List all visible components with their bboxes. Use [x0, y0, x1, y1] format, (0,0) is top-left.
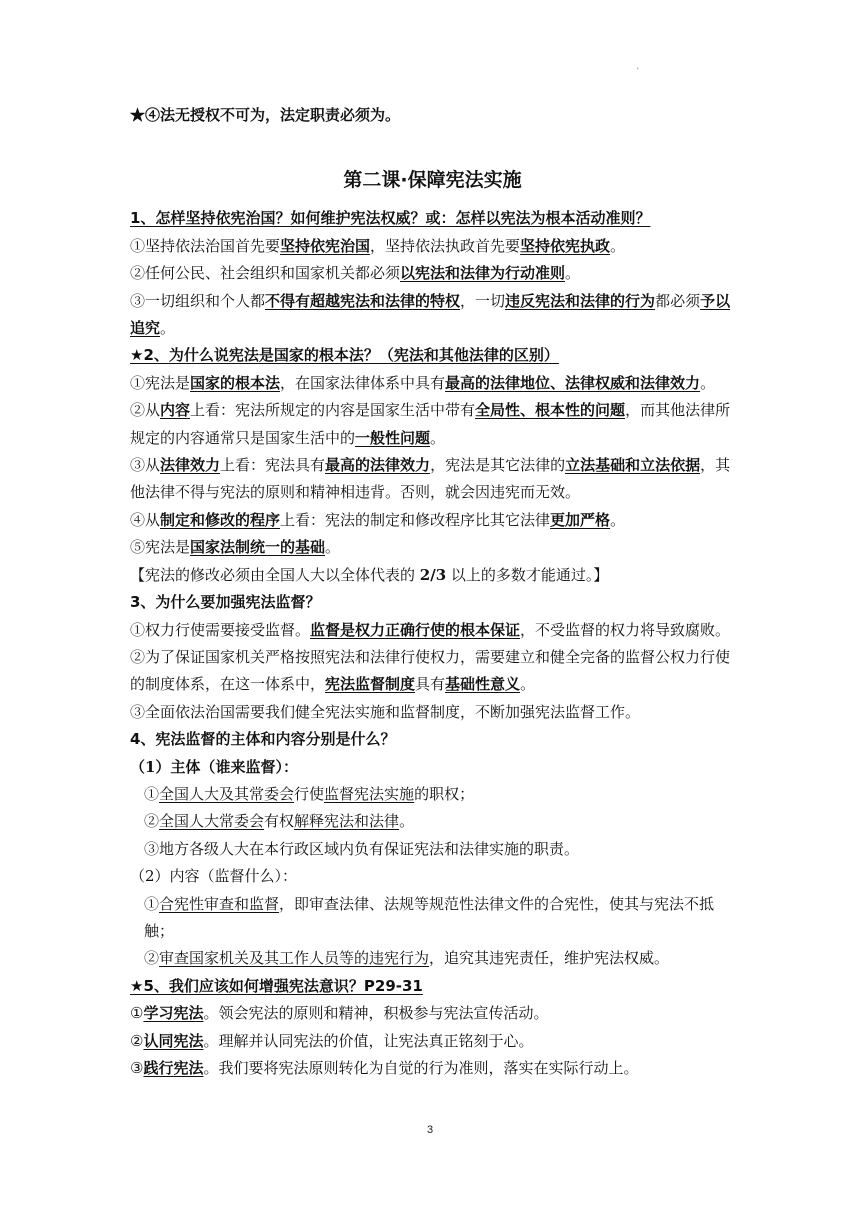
- q2-point-2: ②从内容上看：宪法所规定的内容是国家生活中带有全局性、根本性的问题，而其他法律所规定的内容通常只是国家生活中的一般性问题。: [130, 401, 731, 447]
- q2-point-3: ③从法律效力上看：宪法具有最高的法律效力，宪法是其它法律的立法基础和立法依据，其他法律不得与宪法的原则和精神相违背。否则，就会因违宪而无效。: [130, 456, 731, 502]
- q3-heading: 3、为什么要加强宪法监督？: [130, 593, 321, 612]
- q2-point-5: ⑤宪法是国家法制统一的基础。: [130, 538, 341, 557]
- q4-heading: 4、宪法监督的主体和内容分别是什么？: [130, 730, 396, 749]
- page-number: 3: [426, 1124, 434, 1136]
- q3-point-1: ①权力行使需要接受监督。监督是权力正确行使的根本保证，不受监督的权力将导致腐败。: [130, 620, 731, 639]
- q2-point-1: ①宪法是国家的根本法，在国家法律体系中具有最高的法律地位、法律权威和法律效力。: [130, 373, 716, 392]
- q4-subject-3: ③地方各级人大在本行政区域内负有保证宪法和法律实施的职责。: [144, 839, 580, 858]
- q3-point-3: ③全面依法治国需要我们健全宪法实施和监督制度，不断加强宪法监督工作。: [130, 702, 641, 721]
- q3-point-2: ②为了保证国家机关严格按照宪法和法律行使权力，需要建立和健全完备的监督公权力行使的制度体系，在这一体系中，宪法监督制度具有基础性意义。: [130, 647, 731, 694]
- q2-point-4: ④从制定和修改的程序上看：宪法的制定和修改程序比其它法律更加严格。: [130, 510, 626, 529]
- q4-subject-heading: （1）主体（谁来监督）：: [130, 757, 298, 776]
- q5-point-3: ③践行宪法。我们要将宪法原则转化为自觉的行为准则，落实在实际行动上。: [130, 1059, 639, 1077]
- top-line: ★④法无授权不可为，法定职责必须为。: [130, 106, 401, 124]
- q1-heading: 1、怎样坚持依宪治国？如何维护宪法权威？或：怎样以宪法为根本活动准则？: [130, 209, 651, 228]
- q1-point-3: ③一切组织和个人都不得有超越宪法和法律的特权，一切违反宪法和法律的行为都必须予以追究。: [130, 291, 731, 338]
- q5-point-2: ②认同宪法。理解并认同宪法的价值，让宪法真正铭刻于心。: [130, 1031, 534, 1050]
- q4-content-heading: （2）内容（监督什么）：: [130, 867, 298, 886]
- lesson-title: 第二课·保障宪法实施: [343, 169, 522, 192]
- q5-point-1: ①学习宪法。领会宪法的原则和精神，积极参与宪法宣传活动。: [130, 1004, 549, 1023]
- q2-note: 【宪法的修改必须由全国人大以全体代表的 2/3 以上的多数才能通过。】: [130, 565, 609, 584]
- document-body: [130, 102, 735, 1082]
- q5-heading: ★5、我们应该如何增强宪法意识？P29-31: [130, 976, 423, 995]
- q4-content-2: ②审查国家机关及其工作人员等的违宪行为，追究其违宪责任，维护宪法权威。: [144, 949, 670, 968]
- q2-heading: ★2、为什么说宪法是国家的根本法？（宪法和其他法律的区别）: [130, 346, 559, 365]
- q1-point-1: ①坚持依法治国首先要坚持依宪治国，坚持依法执政首先要坚持依宪执政。: [130, 236, 626, 255]
- q4-subject-2: ②全国人大常委会有权解释宪法和法律。: [144, 812, 415, 831]
- q4-subject-1: ①全国人大及其常委会行使监督宪法实施的职权；: [144, 784, 475, 803]
- q4-content-1: ①合宪性审查和监督，即审查法律、法规等规范性法律文件的合宪性，使其与宪法不抵触；: [144, 894, 715, 940]
- q1-point-2: ②任何公民、社会组织和国家机关都必须以宪法和法律为行动准则。: [130, 264, 581, 283]
- header-mark: ': [637, 66, 639, 76]
